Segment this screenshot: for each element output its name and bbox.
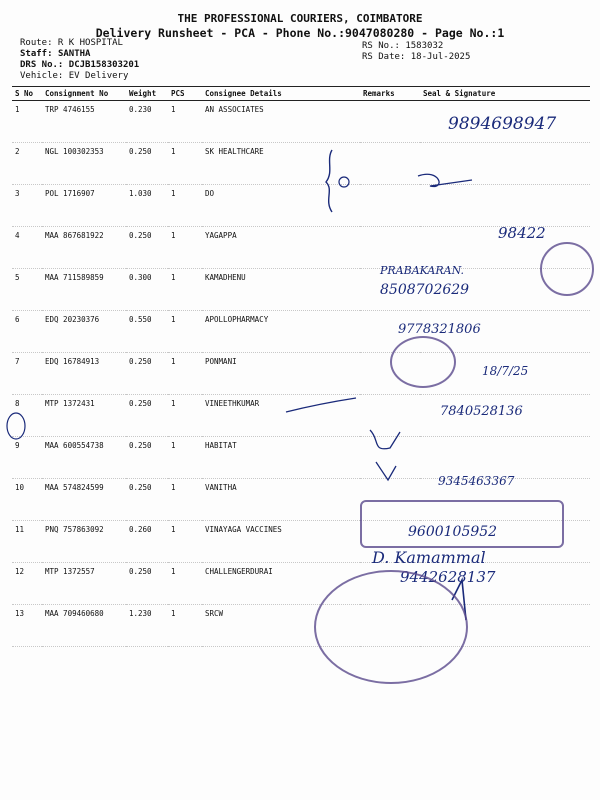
- scribble-3: [418, 174, 472, 186]
- cell-sno: 2: [12, 143, 42, 185]
- cell-sno: 9: [12, 437, 42, 479]
- col-seal-signature: Seal & Signature: [420, 87, 590, 101]
- col-consignee: Consignee Details: [202, 87, 360, 101]
- cell-consignee: VANITHA: [202, 479, 360, 521]
- cell-sno: 12: [12, 563, 42, 605]
- route: Route: R K HOSPITAL: [20, 38, 123, 48]
- cell-weight: 0.250: [126, 227, 168, 269]
- cell-pcs: 1: [168, 143, 202, 185]
- cell-weight: 0.250: [126, 479, 168, 521]
- signature-5-name: PRABAKARAN.: [380, 264, 465, 277]
- cell-pcs: 1: [168, 479, 202, 521]
- rs-number: RS No.: 1583032: [362, 41, 444, 51]
- cell-consignment: MAA 867681922: [42, 227, 126, 269]
- cell-sno: 11: [12, 521, 42, 563]
- col-sno: S No: [12, 87, 42, 101]
- cell-consignment: EDQ 16784913: [42, 353, 126, 395]
- signature-8-phone: 7840528136: [440, 404, 523, 419]
- circle-mark: [339, 177, 349, 187]
- cell-consignee: SRCW: [202, 605, 360, 647]
- cell-consignee: HABITAT: [202, 437, 360, 479]
- col-consignment: Consignment No: [42, 87, 126, 101]
- cell-sno: 13: [12, 605, 42, 647]
- vehicle: Vehicle: EV Delivery: [20, 71, 129, 81]
- drs-value: DCJB158303201: [68, 60, 140, 70]
- cell-pcs: 1: [168, 605, 202, 647]
- cell-consignment: EDQ 20230376: [42, 311, 126, 353]
- company-name: THE PROFESSIONAL COURIERS, COIMBATORE: [177, 12, 423, 25]
- cell-pcs: 1: [168, 353, 202, 395]
- cell-sno: 7: [12, 353, 42, 395]
- cell-weight: 0.250: [126, 395, 168, 437]
- signature-phone-1: 9894698947: [448, 114, 557, 134]
- cell-weight: 0.300: [126, 269, 168, 311]
- cell-pcs: 1: [168, 101, 202, 143]
- cell-weight: 0.250: [126, 353, 168, 395]
- brace-mark: [326, 150, 332, 212]
- circle-row-9: [7, 413, 25, 439]
- runsheet-title: Delivery Runsheet - PCA - Phone No.:9047080280 - Page No.:1: [95, 26, 505, 40]
- cell-pcs: 1: [168, 269, 202, 311]
- seal-stamp-5: [540, 242, 594, 296]
- cell-sno: 4: [12, 227, 42, 269]
- cell-consignee: AN ASSOCIATES: [202, 101, 360, 143]
- cell-consignee: VINEETHKUMAR: [202, 395, 360, 437]
- cell-sno: 1: [12, 101, 42, 143]
- cell-sno: 10: [12, 479, 42, 521]
- cell-consignment: POL 1716907: [42, 185, 126, 227]
- signature-11-phone: 9600105952: [408, 524, 498, 540]
- cell-weight: 0.250: [126, 143, 168, 185]
- cell-weight: 0.250: [126, 437, 168, 479]
- cell-consignment: TRP 4746155: [42, 101, 126, 143]
- cell-weight: 0.250: [126, 563, 168, 605]
- rs-date: RS Date: 18-Jul-2025: [362, 52, 471, 62]
- cell-pcs: 1: [168, 437, 202, 479]
- signature-4: 98422: [498, 224, 546, 242]
- seal-stamp-11: [360, 500, 564, 548]
- cell-pcs: 1: [168, 521, 202, 563]
- cell-consignee: KAMADHENU: [202, 269, 360, 311]
- staff-label: Staff:: [20, 49, 53, 59]
- signature-5-phone: 8508702629: [380, 282, 470, 298]
- cell-consignee: CHALLENGERDURAI: [202, 563, 360, 605]
- cell-pcs: 1: [168, 395, 202, 437]
- cell-consignment: PNQ 757863092: [42, 521, 126, 563]
- seal-stamp-13: [314, 570, 468, 684]
- scribble-10: [376, 462, 396, 480]
- col-remarks: Remarks: [360, 87, 420, 101]
- cell-consignment: MAA 600554738: [42, 437, 126, 479]
- col-weight: Weight: [126, 87, 168, 101]
- cell-consignment: MTP 1372431: [42, 395, 126, 437]
- signature-7-date: 18/7/25: [482, 364, 529, 378]
- cell-pcs: 1: [168, 185, 202, 227]
- scribble-9: [370, 430, 400, 449]
- cell-pcs: 1: [168, 563, 202, 605]
- cell-consignment: MAA 709460680: [42, 605, 126, 647]
- signature-12-name: D. Kamammal: [372, 548, 486, 567]
- drs-label: DRS No.:: [20, 60, 64, 70]
- cell-sno: 5: [12, 269, 42, 311]
- cell-consignee: DO: [202, 185, 360, 227]
- cell-weight: 0.230: [126, 101, 168, 143]
- cell-sno: 6: [12, 311, 42, 353]
- cell-sno: 8: [12, 395, 42, 437]
- cell-pcs: 1: [168, 227, 202, 269]
- staff-value: SANTHA: [57, 49, 91, 59]
- cell-weight: 0.260: [126, 521, 168, 563]
- cell-weight: 1.030: [126, 185, 168, 227]
- signature-6-phone: 9778321806: [398, 322, 481, 337]
- cell-consignee: VINAYAGA VACCINES: [202, 521, 360, 563]
- signature-10-phone: 9345463367: [438, 474, 515, 488]
- cell-consignment: MTP 1372557: [42, 563, 126, 605]
- cell-weight: 1.230: [126, 605, 168, 647]
- cell-consignment: NGL 100302353: [42, 143, 126, 185]
- cell-consignee: YAGAPPA: [202, 227, 360, 269]
- stroke-mark-8: [286, 398, 356, 412]
- cell-consignee: SK HEALTHCARE: [202, 143, 360, 185]
- cell-consignment: MAA 711589859: [42, 269, 126, 311]
- cell-weight: 0.550: [126, 311, 168, 353]
- signature-12-phone: 9442628137: [400, 568, 496, 586]
- cell-consignee: PONMANI: [202, 353, 360, 395]
- cell-consignee: APOLLOPHARMACY: [202, 311, 360, 353]
- cell-sno: 3: [12, 185, 42, 227]
- cell-pcs: 1: [168, 311, 202, 353]
- cell-consignment: MAA 574824599: [42, 479, 126, 521]
- seal-stamp-7: [390, 336, 456, 388]
- col-pcs: PCS: [168, 87, 202, 101]
